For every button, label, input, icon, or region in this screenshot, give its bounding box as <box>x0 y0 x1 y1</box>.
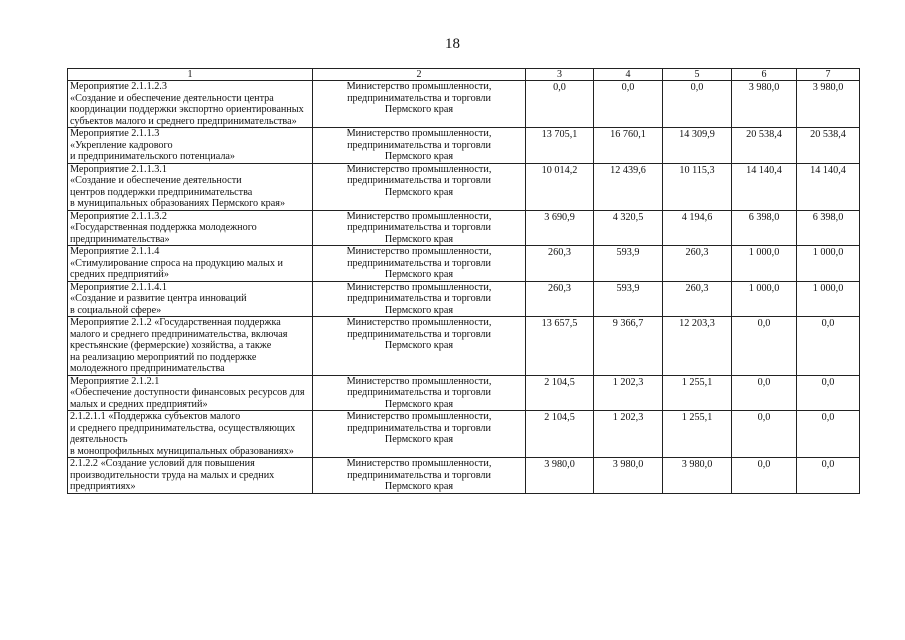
value-cell: 2 104,5 <box>526 375 594 411</box>
executor-cell: Министерство промышленности, предпринимательства и торговли Пермского края <box>313 458 526 494</box>
value-cell: 593,9 <box>594 246 663 282</box>
activity-name-cell: Мероприятие 2.1.2.1 «Обеспечение доступности финансовых ресурсов для малых и средних предприятий» <box>68 375 313 411</box>
value-cell: 1 255,1 <box>663 411 732 458</box>
activity-name-cell: Мероприятие 2.1.1.3.1 «Создание и обеспечение деятельности центров поддержки предпринимательства в муниципальных образованиях Пермского края» <box>68 163 313 210</box>
value-cell: 20 538,4 <box>797 128 860 164</box>
value-cell: 12 439,6 <box>594 163 663 210</box>
value-cell: 593,9 <box>594 281 663 317</box>
executor-cell: Министерство промышленности, предпринимательства и торговли Пермского края <box>313 317 526 376</box>
activity-name-cell: Мероприятие 2.1.2 «Государственная поддержка малого и среднего предпринимательства, включая крестьянские (фермерские) хозяйства, а также на реализацию мероприятий по поддержке молодежного предпринимательства <box>68 317 313 376</box>
value-cell: 260,3 <box>663 246 732 282</box>
value-cell: 3 980,0 <box>594 458 663 494</box>
table-row <box>68 458 860 494</box>
value-cell: 6 398,0 <box>732 210 797 246</box>
executor-cell: Министерство промышленности, предпринимательства и торговли Пермского края <box>313 281 526 317</box>
table-row <box>68 210 860 246</box>
activity-name-cell: 2.1.2.1.1 «Поддержка субъектов малого и среднего предпринимательства, осуществляющих деятельность в монопрофильных муниципальных образованиях» <box>68 411 313 458</box>
header-col-6: 6 <box>732 69 797 81</box>
value-cell: 3 980,0 <box>663 458 732 494</box>
header-col-5: 5 <box>663 69 732 81</box>
value-cell: 4 320,5 <box>594 210 663 246</box>
value-cell: 0,0 <box>797 411 860 458</box>
value-cell: 1 255,1 <box>663 375 732 411</box>
value-cell: 0,0 <box>797 458 860 494</box>
value-cell: 20 538,4 <box>732 128 797 164</box>
header-col-4: 4 <box>594 69 663 81</box>
value-cell: 10 014,2 <box>526 163 594 210</box>
activity-name-cell: Мероприятие 2.1.1.4 «Стимулирование спроса на продукцию малых и средних предприятий» <box>68 246 313 282</box>
value-cell: 9 366,7 <box>594 317 663 376</box>
value-cell: 1 000,0 <box>732 281 797 317</box>
header-col-3: 3 <box>526 69 594 81</box>
value-cell: 12 203,3 <box>663 317 732 376</box>
value-cell: 1 000,0 <box>797 246 860 282</box>
value-cell: 260,3 <box>526 281 594 317</box>
table-row <box>68 317 860 376</box>
value-cell: 1 000,0 <box>732 246 797 282</box>
header-col-7: 7 <box>797 69 860 81</box>
executor-cell: Министерство промышленности, предпринимательства и торговли Пермского края <box>313 128 526 164</box>
value-cell: 13 657,5 <box>526 317 594 376</box>
executor-cell: Министерство промышленности, предпринимательства и торговли Пермского края <box>313 210 526 246</box>
table-row <box>68 281 860 317</box>
value-cell: 0,0 <box>732 458 797 494</box>
activities-table <box>67 68 860 494</box>
value-cell: 4 194,6 <box>663 210 732 246</box>
value-cell: 6 398,0 <box>797 210 860 246</box>
value-cell: 3 980,0 <box>526 458 594 494</box>
activity-name-cell: Мероприятие 2.1.1.2.3 «Создание и обеспечение деятельности центра координации поддержки экспортно ориентированных субъектов малого и среднего предпринимательства» <box>68 81 313 128</box>
value-cell: 14 140,4 <box>732 163 797 210</box>
value-cell: 3 980,0 <box>732 81 797 128</box>
executor-cell: Министерство промышленности, предпринимательства и торговли Пермского края <box>313 163 526 210</box>
activity-name-cell: 2.1.2.2 «Создание условий для повышения производительности труда на малых и средних предприятиях» <box>68 458 313 494</box>
table-row <box>68 411 860 458</box>
value-cell: 1 202,3 <box>594 411 663 458</box>
table-row <box>68 375 860 411</box>
value-cell: 1 000,0 <box>797 281 860 317</box>
value-cell: 260,3 <box>663 281 732 317</box>
value-cell: 3 690,9 <box>526 210 594 246</box>
value-cell: 0,0 <box>526 81 594 128</box>
executor-cell: Министерство промышленности, предпринимательства и торговли Пермского края <box>313 246 526 282</box>
table-row <box>68 81 860 128</box>
table-row <box>68 128 860 164</box>
value-cell: 0,0 <box>732 411 797 458</box>
header-col-1: 1 <box>68 69 313 81</box>
value-cell: 0,0 <box>732 375 797 411</box>
executor-cell: Министерство промышленности, предпринимательства и торговли Пермского края <box>313 81 526 128</box>
value-cell: 3 980,0 <box>797 81 860 128</box>
table-row <box>68 163 860 210</box>
value-cell: 16 760,1 <box>594 128 663 164</box>
value-cell: 0,0 <box>797 317 860 376</box>
page-number: 18 <box>445 36 460 52</box>
value-cell: 0,0 <box>594 81 663 128</box>
value-cell: 0,0 <box>732 317 797 376</box>
table-header <box>68 69 860 81</box>
activity-name-cell: Мероприятие 2.1.1.4.1 «Создание и развитие центра инноваций в социальной сфере» <box>68 281 313 317</box>
value-cell: 13 705,1 <box>526 128 594 164</box>
value-cell: 14 309,9 <box>663 128 732 164</box>
activity-name-cell: Мероприятие 2.1.1.3 «Укрепление кадрового и предпринимательского потенциала» <box>68 128 313 164</box>
header-col-2: 2 <box>313 69 526 81</box>
header-row <box>68 69 860 81</box>
value-cell: 0,0 <box>797 375 860 411</box>
table-body <box>68 81 860 494</box>
value-cell: 14 140,4 <box>797 163 860 210</box>
table-row <box>68 246 860 282</box>
value-cell: 0,0 <box>663 81 732 128</box>
activity-name-cell: Мероприятие 2.1.1.3.2 «Государственная поддержка молодежного предпринимательства» <box>68 210 313 246</box>
value-cell: 2 104,5 <box>526 411 594 458</box>
value-cell: 10 115,3 <box>663 163 732 210</box>
executor-cell: Министерство промышленности, предпринимательства и торговли Пермского края <box>313 411 526 458</box>
value-cell: 260,3 <box>526 246 594 282</box>
executor-cell: Министерство промышленности, предпринимательства и торговли Пермского края <box>313 375 526 411</box>
value-cell: 1 202,3 <box>594 375 663 411</box>
